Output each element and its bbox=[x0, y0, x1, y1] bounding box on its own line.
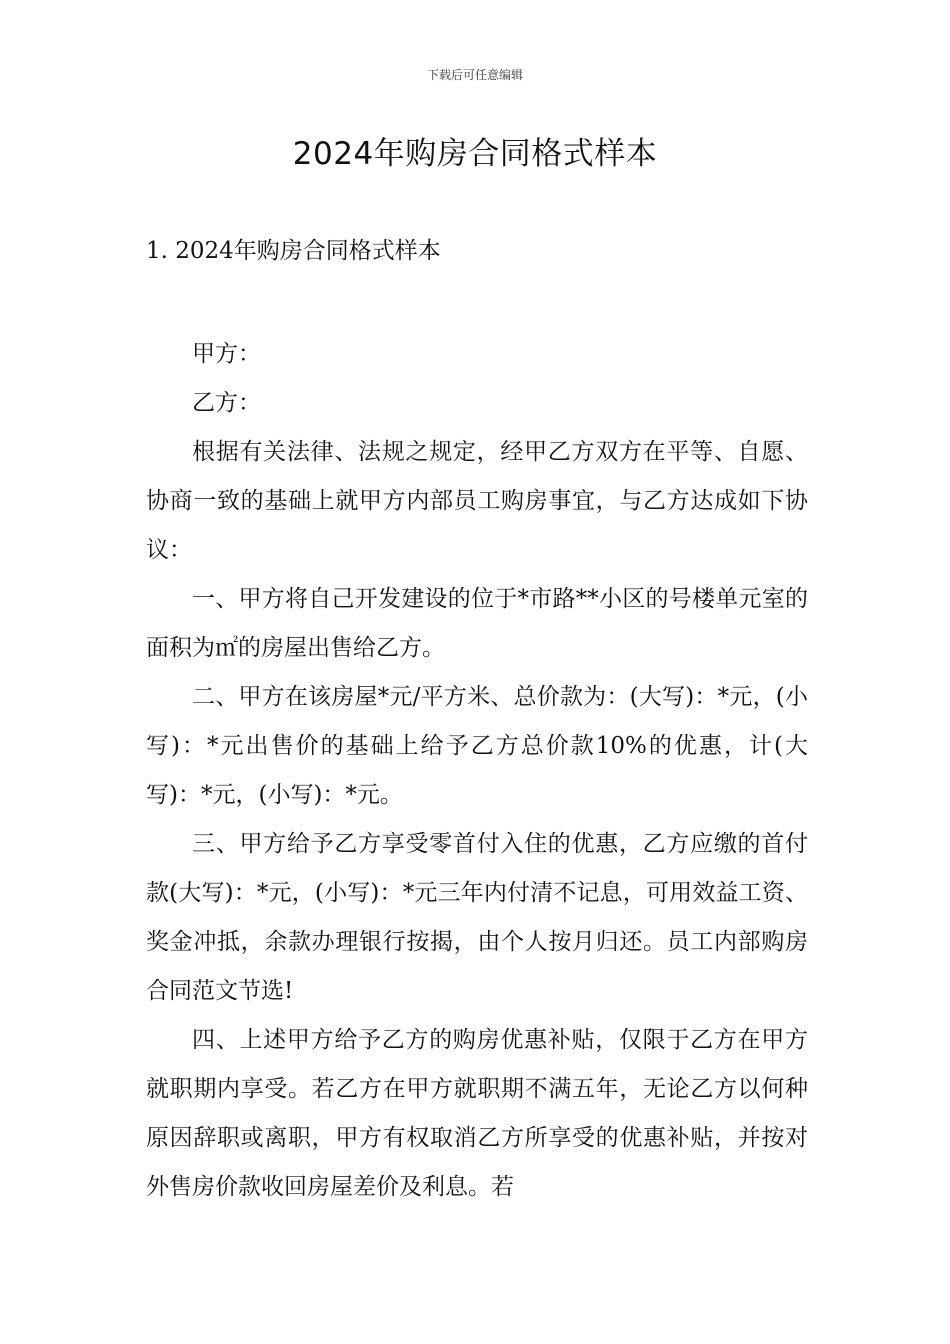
party-a-line: 甲方： bbox=[192, 341, 261, 367]
clause-4: 四、上述甲方给予乙方的购房优惠补贴，仅限于乙方在甲方就职期内享受。若乙方在甲方就职期不满五年，无论乙方以何种原因辞职或离职，甲方有权取消乙方所享受的优惠补贴，并按对外售房价款收回房屋差价及利息。若 bbox=[146, 1027, 808, 1200]
document-title: 2024年购房合同格式样本 bbox=[292, 136, 658, 172]
section-heading: 1. 2024年购房合同格式样本 bbox=[146, 238, 441, 264]
clause-3: 三、甲方给予乙方享受零首付入住的优惠，乙方应缴的首付款(大写)：*元，(小写)：*元三年内付清不记息，可用效益工资、奖金冲抵，余款办理银行按揭，由个人按月归还。员工内部购房合同范文节选! bbox=[146, 831, 808, 1004]
header-note: 下载后可任意编辑 bbox=[426, 68, 523, 82]
party-b-line: 乙方： bbox=[192, 390, 261, 416]
clause-2: 二、甲方在该房屋*元/平方米、总价款为：(大写)：*元，(小写)：*元出售价的基础上给予乙方总价款10%的优惠，计(大写)：*元，(小写)：*元。 bbox=[146, 684, 808, 808]
document-body bbox=[146, 330, 808, 1212]
clause-1: 一、甲方将自己开发建设的位于*市路**小区的号楼单元室的面积为㎡的房屋出售给乙方。 bbox=[146, 586, 808, 661]
body-paragraph: 根据有关法律、法规之规定，经甲乙方双方在平等、自愿、协商一致的基础上就甲方内部员工购房事宜，与乙方达成如下协议： bbox=[146, 439, 808, 563]
